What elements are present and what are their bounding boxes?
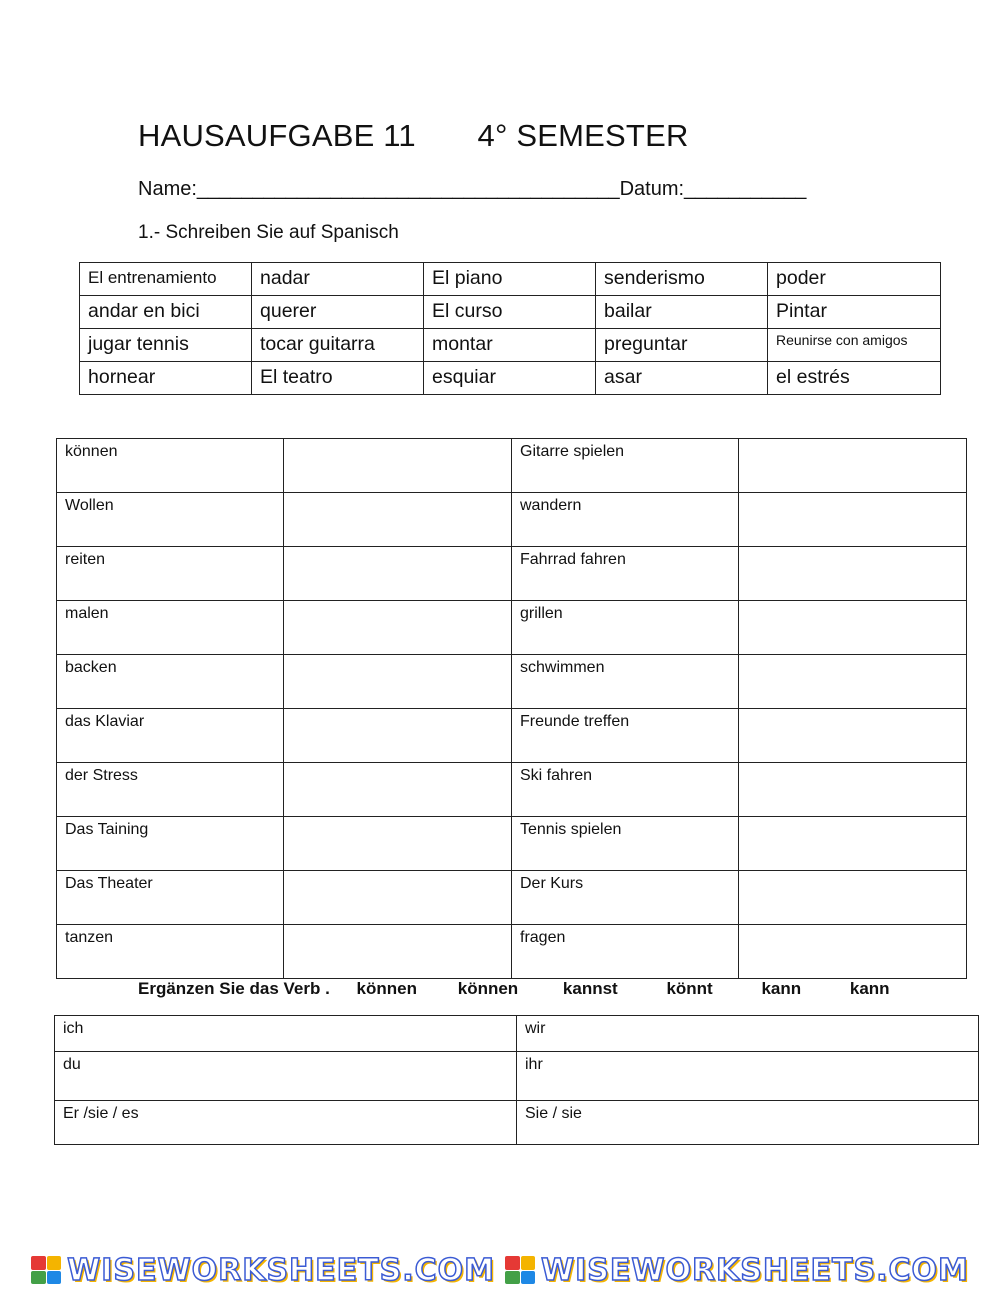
answer-cell[interactable] (739, 493, 967, 547)
german-word: der Stress (57, 763, 284, 817)
table-row (57, 493, 967, 547)
conjugation-table (54, 1015, 979, 1145)
table-row (80, 296, 941, 329)
word-cell: nadar (252, 263, 424, 296)
answer-cell[interactable] (739, 817, 967, 871)
german-word: malen (57, 601, 284, 655)
answer-cell[interactable] (739, 547, 967, 601)
pronoun-cell[interactable]: du (55, 1052, 517, 1101)
german-word: können (57, 439, 284, 493)
verb-option: könnt (666, 979, 713, 998)
table-row (55, 1101, 979, 1145)
german-word: Wollen (57, 493, 284, 547)
verb-task-header (138, 979, 890, 999)
answer-cell[interactable] (284, 763, 512, 817)
verb-option: können (356, 979, 417, 998)
answer-cell[interactable] (284, 547, 512, 601)
answer-cell[interactable] (739, 763, 967, 817)
pronoun-cell[interactable]: ich (55, 1016, 517, 1052)
word-cell: senderismo (596, 263, 768, 296)
answer-cell[interactable] (739, 601, 967, 655)
pronoun-cell[interactable]: wir (517, 1016, 979, 1052)
answer-cell[interactable] (739, 871, 967, 925)
word-cell: El curso (424, 296, 596, 329)
answer-cell[interactable] (739, 439, 967, 493)
verb-option: können (457, 979, 519, 998)
name-date-line: Name:______________________________________Datum:___________ (138, 178, 807, 200)
german-word: Freunde treffen (512, 709, 739, 763)
table-row (57, 925, 967, 979)
table-row (80, 329, 941, 362)
word-cell: preguntar (596, 329, 768, 362)
german-word: das Klaviar (57, 709, 284, 763)
answer-cell[interactable] (284, 493, 512, 547)
table-row (55, 1016, 979, 1052)
word-cell: Reunirse con amigos (768, 329, 941, 362)
word-cell: asar (596, 362, 768, 395)
pronoun-cell[interactable]: Sie / sie (517, 1101, 979, 1145)
verb-option: kann (849, 979, 890, 998)
word-cell: El entrenamiento (80, 263, 252, 296)
word-cell: jugar tennis (80, 329, 252, 362)
german-word: Das Taining (57, 817, 284, 871)
german-word: grillen (512, 601, 739, 655)
german-word: fragen (512, 925, 739, 979)
german-word: schwimmen (512, 655, 739, 709)
word-cell: El piano (424, 263, 596, 296)
answer-cell[interactable] (284, 709, 512, 763)
german-word: Der Kurs (512, 871, 739, 925)
table-row (57, 439, 967, 493)
word-cell: querer (252, 296, 424, 329)
table-row (57, 709, 967, 763)
spanish-words-table (79, 262, 941, 395)
word-cell: tocar guitarra (252, 329, 424, 362)
word-cell: montar (424, 329, 596, 362)
word-cell: el estrés (768, 362, 941, 395)
brand-badge-icon (31, 1256, 61, 1284)
german-word: Ski fahren (512, 763, 739, 817)
table-row (57, 763, 967, 817)
german-word: reiten (57, 547, 284, 601)
verb-task-label: Ergänzen Sie das Verb . (138, 979, 330, 998)
table-row (55, 1052, 979, 1101)
brand-text: WISEWORKSHEETS.COM (541, 1252, 969, 1288)
word-cell: Pintar (768, 296, 941, 329)
word-cell: El teatro (252, 362, 424, 395)
answer-cell[interactable] (284, 601, 512, 655)
table-row (80, 263, 941, 296)
brand-logo (31, 1253, 495, 1288)
answer-cell[interactable] (284, 925, 512, 979)
table-row (57, 817, 967, 871)
table-row (57, 655, 967, 709)
brand-badge-icon (505, 1256, 535, 1284)
pronoun-cell[interactable]: ihr (517, 1052, 979, 1101)
pronoun-cell[interactable]: Er /sie / es (55, 1101, 517, 1145)
table-row (57, 601, 967, 655)
word-cell: esquiar (424, 362, 596, 395)
answer-cell[interactable] (284, 871, 512, 925)
german-word: Fahrrad fahren (512, 547, 739, 601)
verb-option: kannst (562, 979, 618, 998)
brand-logo (505, 1253, 969, 1288)
footer-watermark (0, 1252, 1000, 1288)
table-row (57, 547, 967, 601)
task-1-instruction: 1.- Schreiben Sie auf Spanisch (138, 222, 399, 243)
german-word: Das Theater (57, 871, 284, 925)
answer-cell[interactable] (284, 817, 512, 871)
word-cell: hornear (80, 362, 252, 395)
german-word: Tennis spielen (512, 817, 739, 871)
german-word: backen (57, 655, 284, 709)
word-cell: bailar (596, 296, 768, 329)
table-row (80, 362, 941, 395)
answer-cell[interactable] (739, 925, 967, 979)
german-word: Gitarre spielen (512, 439, 739, 493)
brand-text: WISEWORKSHEETS.COM (67, 1252, 495, 1288)
table-row (57, 871, 967, 925)
vocabulary-table (56, 438, 967, 979)
answer-cell[interactable] (739, 655, 967, 709)
answer-cell[interactable] (284, 439, 512, 493)
answer-cell[interactable] (284, 655, 512, 709)
worksheet-title: HAUSAUFGABE 11 4° SEMESTER (138, 118, 689, 153)
word-cell: andar en bici (80, 296, 252, 329)
word-cell: poder (768, 263, 941, 296)
german-word: wandern (512, 493, 739, 547)
verb-option: kann (761, 979, 802, 998)
answer-cell[interactable] (739, 709, 967, 763)
german-word: tanzen (57, 925, 284, 979)
